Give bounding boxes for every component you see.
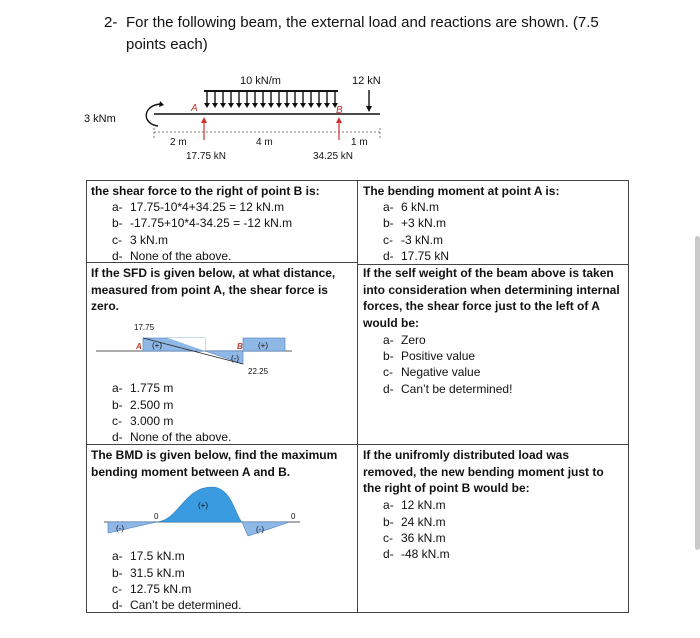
udl-label: 10 kN/m bbox=[240, 75, 281, 87]
sfd-top-value: 17.75 bbox=[134, 323, 155, 332]
question-text-line1: For the following beam, the external load and reactions are shown. (7.5 bbox=[126, 14, 599, 31]
bmd-zero-label-2: 0 bbox=[291, 512, 296, 521]
q2-option-c[interactable]: c- -3 kN.m bbox=[383, 233, 443, 247]
reaction-b-label: 34.25 kN bbox=[313, 151, 354, 162]
q1-option-d[interactable]: d- None of the above. bbox=[112, 249, 232, 263]
q5-option-d[interactable]: d- Can’t be determined. bbox=[112, 598, 242, 612]
q2-prompt: The bending moment at point A is: bbox=[363, 184, 560, 198]
q1-prompt: the shear force to the right of point B is: bbox=[91, 184, 320, 198]
reaction-a-arrowhead bbox=[201, 117, 207, 123]
point-load-label: 12 kN bbox=[352, 75, 381, 87]
q3-option-c[interactable]: c- 3.000 m bbox=[112, 414, 174, 428]
sfd-diagram bbox=[96, 318, 296, 380]
bmd-neg-label-2: (-) bbox=[256, 525, 264, 534]
q4-option-c[interactable]: c- Negative value bbox=[383, 365, 481, 379]
moment-label: 3 kNm bbox=[84, 113, 116, 125]
dim-mid-label: 4 m bbox=[256, 137, 273, 148]
dim-left-label: 2 m bbox=[170, 137, 187, 148]
q2-option-d[interactable]: d- 17.75 kN bbox=[383, 249, 450, 263]
q6-option-a[interactable]: a- 12 kN.m bbox=[383, 498, 446, 512]
moment-arrowhead bbox=[159, 101, 164, 107]
sfd-bottom-value: 22.25 bbox=[248, 367, 269, 376]
sfd-pos-label-1: (+) bbox=[152, 341, 162, 350]
bmd-neg-label-1: (-) bbox=[116, 524, 124, 533]
moment-curve bbox=[146, 104, 160, 126]
q6-option-d[interactable]: d- -48 kN.m bbox=[383, 547, 450, 561]
q4-prompt: If the self weight of the beam above is taken into consideration when determining internal forces, the shear force just to the left of A would be: bbox=[363, 266, 620, 330]
dim-right-label: 1 m bbox=[351, 137, 368, 148]
q6-prompt: If the unifromly distributed load was removed, the new bending moment just to the right of point B would be: bbox=[363, 448, 604, 495]
q5-option-c[interactable]: c- 12.75 kN.m bbox=[112, 582, 192, 596]
reaction-a-label: 17.75 kN bbox=[186, 151, 227, 162]
q2-option-a[interactable]: a- 6 kN.m bbox=[383, 200, 440, 214]
q4-option-b[interactable]: b- Positive value bbox=[383, 349, 476, 363]
q1-option-c[interactable]: c- 3 kN.m bbox=[112, 233, 169, 247]
q5-option-a[interactable]: a- 17.5 kN.m bbox=[112, 549, 185, 563]
sfd-neg-label: (-) bbox=[231, 354, 239, 363]
udl-arrowheads bbox=[204, 103, 338, 108]
q6-option-b[interactable]: b- 24 kN.m bbox=[383, 515, 446, 529]
point-b-label: B bbox=[336, 105, 343, 116]
bmd-pos-label: (+) bbox=[198, 501, 208, 510]
bmd-neg-region-2 bbox=[242, 522, 290, 536]
q3-prompt: If the SFD is given below, at what distance, measured from point A, the shear force is zero. bbox=[91, 266, 336, 313]
q4-option-d[interactable]: d- Can’t be determined! bbox=[383, 382, 513, 396]
q5-prompt: The BMD is given below, find the maximum bending moment between A and B. bbox=[91, 448, 338, 479]
question-text-line2: points each) bbox=[126, 36, 208, 53]
reaction-b-arrowhead bbox=[336, 117, 342, 123]
bmd-diagram bbox=[104, 482, 304, 544]
q3-option-b[interactable]: b- 2.500 m bbox=[112, 398, 174, 412]
bmd-zero-label-1: 0 bbox=[154, 512, 159, 521]
beam-diagram bbox=[80, 70, 400, 170]
q2-option-b[interactable]: b- +3 kN.m bbox=[383, 216, 447, 230]
q6-option-c[interactable]: c- 36 kN.m bbox=[383, 531, 446, 545]
sfd-point-b: B bbox=[237, 342, 243, 351]
q1-option-b[interactable]: b- -17.75+10*4-34.25 = -12 kN.m bbox=[112, 216, 293, 230]
q3-option-d[interactable]: d- None of the above. bbox=[112, 430, 232, 444]
vertical-scrollbar[interactable] bbox=[695, 236, 700, 550]
sfd-pos-label-2: (+) bbox=[258, 341, 268, 350]
table-column-divider bbox=[357, 180, 358, 613]
q4-option-a[interactable]: a- Zero bbox=[383, 333, 426, 347]
point-a-label: A bbox=[191, 103, 198, 114]
q5-option-b[interactable]: b- 31.5 kN.m bbox=[112, 566, 185, 580]
udl-arrows bbox=[207, 91, 335, 105]
question-title bbox=[104, 12, 624, 56]
point-load-arrowhead bbox=[366, 106, 372, 112]
q1-option-a[interactable]: a- 17.75-10*4+34.25 = 12 kN.m bbox=[112, 200, 285, 214]
question-number: 2- bbox=[104, 14, 118, 31]
sfd-point-a: A bbox=[136, 342, 142, 351]
q3-option-a[interactable]: a- 1.775 m bbox=[112, 381, 174, 395]
